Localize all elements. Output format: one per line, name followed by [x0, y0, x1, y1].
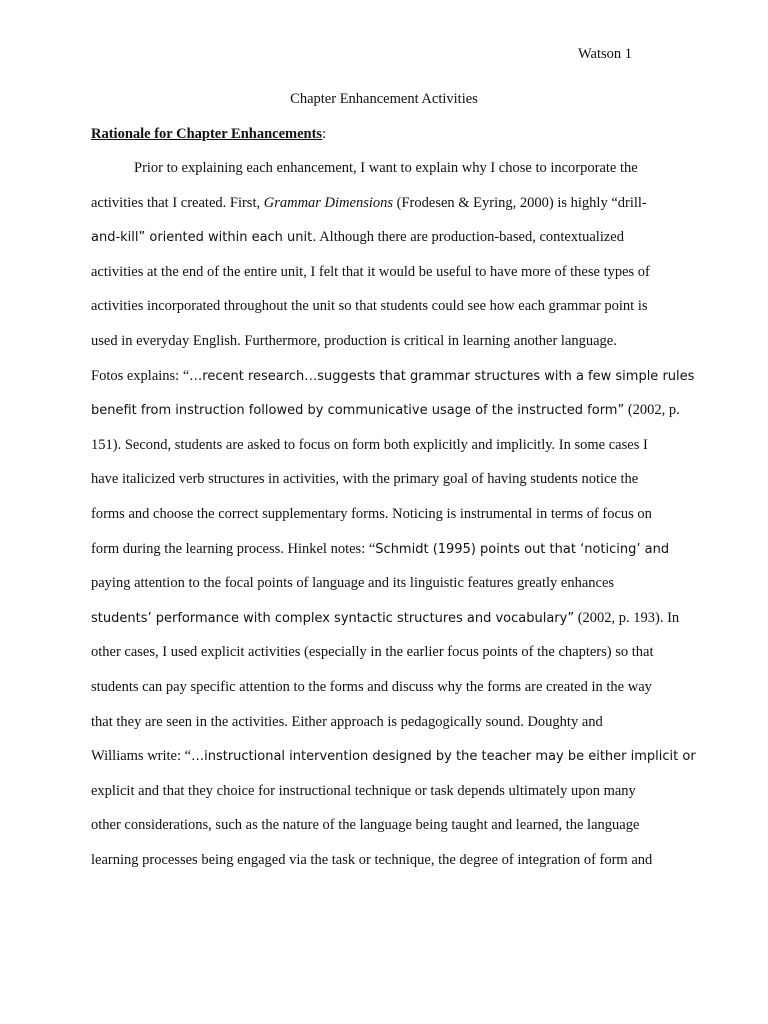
paragraph-line: other cases, I used explicit activities (especially in the earlier focus points of the chapters) so that	[91, 644, 654, 661]
text-run: Fotos explains: “	[91, 367, 190, 384]
section-heading-text: Rationale for Chapter Enhancements	[91, 126, 323, 142]
paragraph-line: have italicized verb structures in activities, with the primary goal of having students notice the	[91, 471, 639, 488]
paragraph-line: used in everyday English. Furthermore, production is critical in learning another language.	[91, 332, 617, 349]
paragraph-line: students can pay specific attention to the forms and discuss why the forms are created in the way	[91, 678, 652, 695]
paragraph-line: Prior to explaining each enhancement, I want to explain why I chose to incorporate the	[134, 160, 638, 176]
text-run: activities that I created. First,	[91, 194, 264, 211]
text-run: and-kill” oriented within each unit.	[91, 230, 317, 246]
text-run: Although there are production-based, contextualized	[316, 229, 624, 246]
paragraph-line	[91, 193, 691, 228]
paragraph-line	[91, 608, 691, 643]
paragraph-line	[91, 227, 691, 262]
document-title: Chapter Enhancement Activities	[290, 91, 478, 107]
section-heading	[91, 124, 326, 144]
body-paragraph	[91, 158, 696, 884]
quotation-text: benefit from instruction followed by communicative usage of the instructed form”	[91, 403, 625, 419]
section-heading-colon: :	[322, 126, 327, 142]
text-run: Williams write: “	[91, 748, 192, 765]
running-head: Watson 1	[577, 46, 632, 62]
quotation-text: …instructional intervention designed by the teacher may be either implicit or	[191, 749, 696, 765]
paragraph-line	[91, 366, 695, 401]
paragraph-line: other considerations, such as the nature of the language being taught and learned, the language	[91, 817, 640, 834]
paragraph-line: forms and choose the correct supplementary forms. Noticing is instrumental in terms of focus on	[91, 505, 652, 522]
paragraph-line: activities incorporated throughout the unit so that students could see how each grammar point is	[91, 298, 648, 315]
book-title: Grammar Dimensions	[263, 194, 394, 211]
text-run: (Frodesen & Eyring, 2000) is highly “drill-	[393, 194, 647, 211]
quotation-text: students’ performance with complex syntactic structures and vocabulary”	[91, 610, 575, 626]
paragraph-line	[91, 400, 691, 435]
paragraph-line: activities at the end of the entire unit, I felt that it would be useful to have more of these types of	[91, 263, 650, 280]
paragraph-line: 151). Second, students are asked to focus on form both explicitly and implicitly. In some cases I	[91, 436, 648, 453]
paragraph-line: that they are seen in the activities. Either approach is pedagogically sound. Doughty and	[91, 713, 603, 730]
paragraph-line: paying attention to the focal points of language and its linguistic features greatly enhances	[91, 575, 615, 592]
paragraph-line: learning processes being engaged via the task or technique, the degree of integration of form and	[91, 851, 653, 868]
text-run: (2002, p. 193). In	[574, 609, 680, 626]
paragraph-line	[91, 539, 691, 574]
quotation-text: Schmidt (1995) points out that ‘noticing’ and	[375, 541, 670, 557]
text-run: (2002, p.	[624, 402, 680, 419]
paragraph-line	[91, 746, 696, 781]
quotation-text: …recent research…suggests that grammar structures with a few simple rules	[189, 368, 695, 384]
paragraph-line: explicit and that they choice for instructional technique or task depends ultimately upon many	[91, 782, 636, 799]
text-run: form during the learning process. Hinkel notes: “	[91, 540, 376, 557]
